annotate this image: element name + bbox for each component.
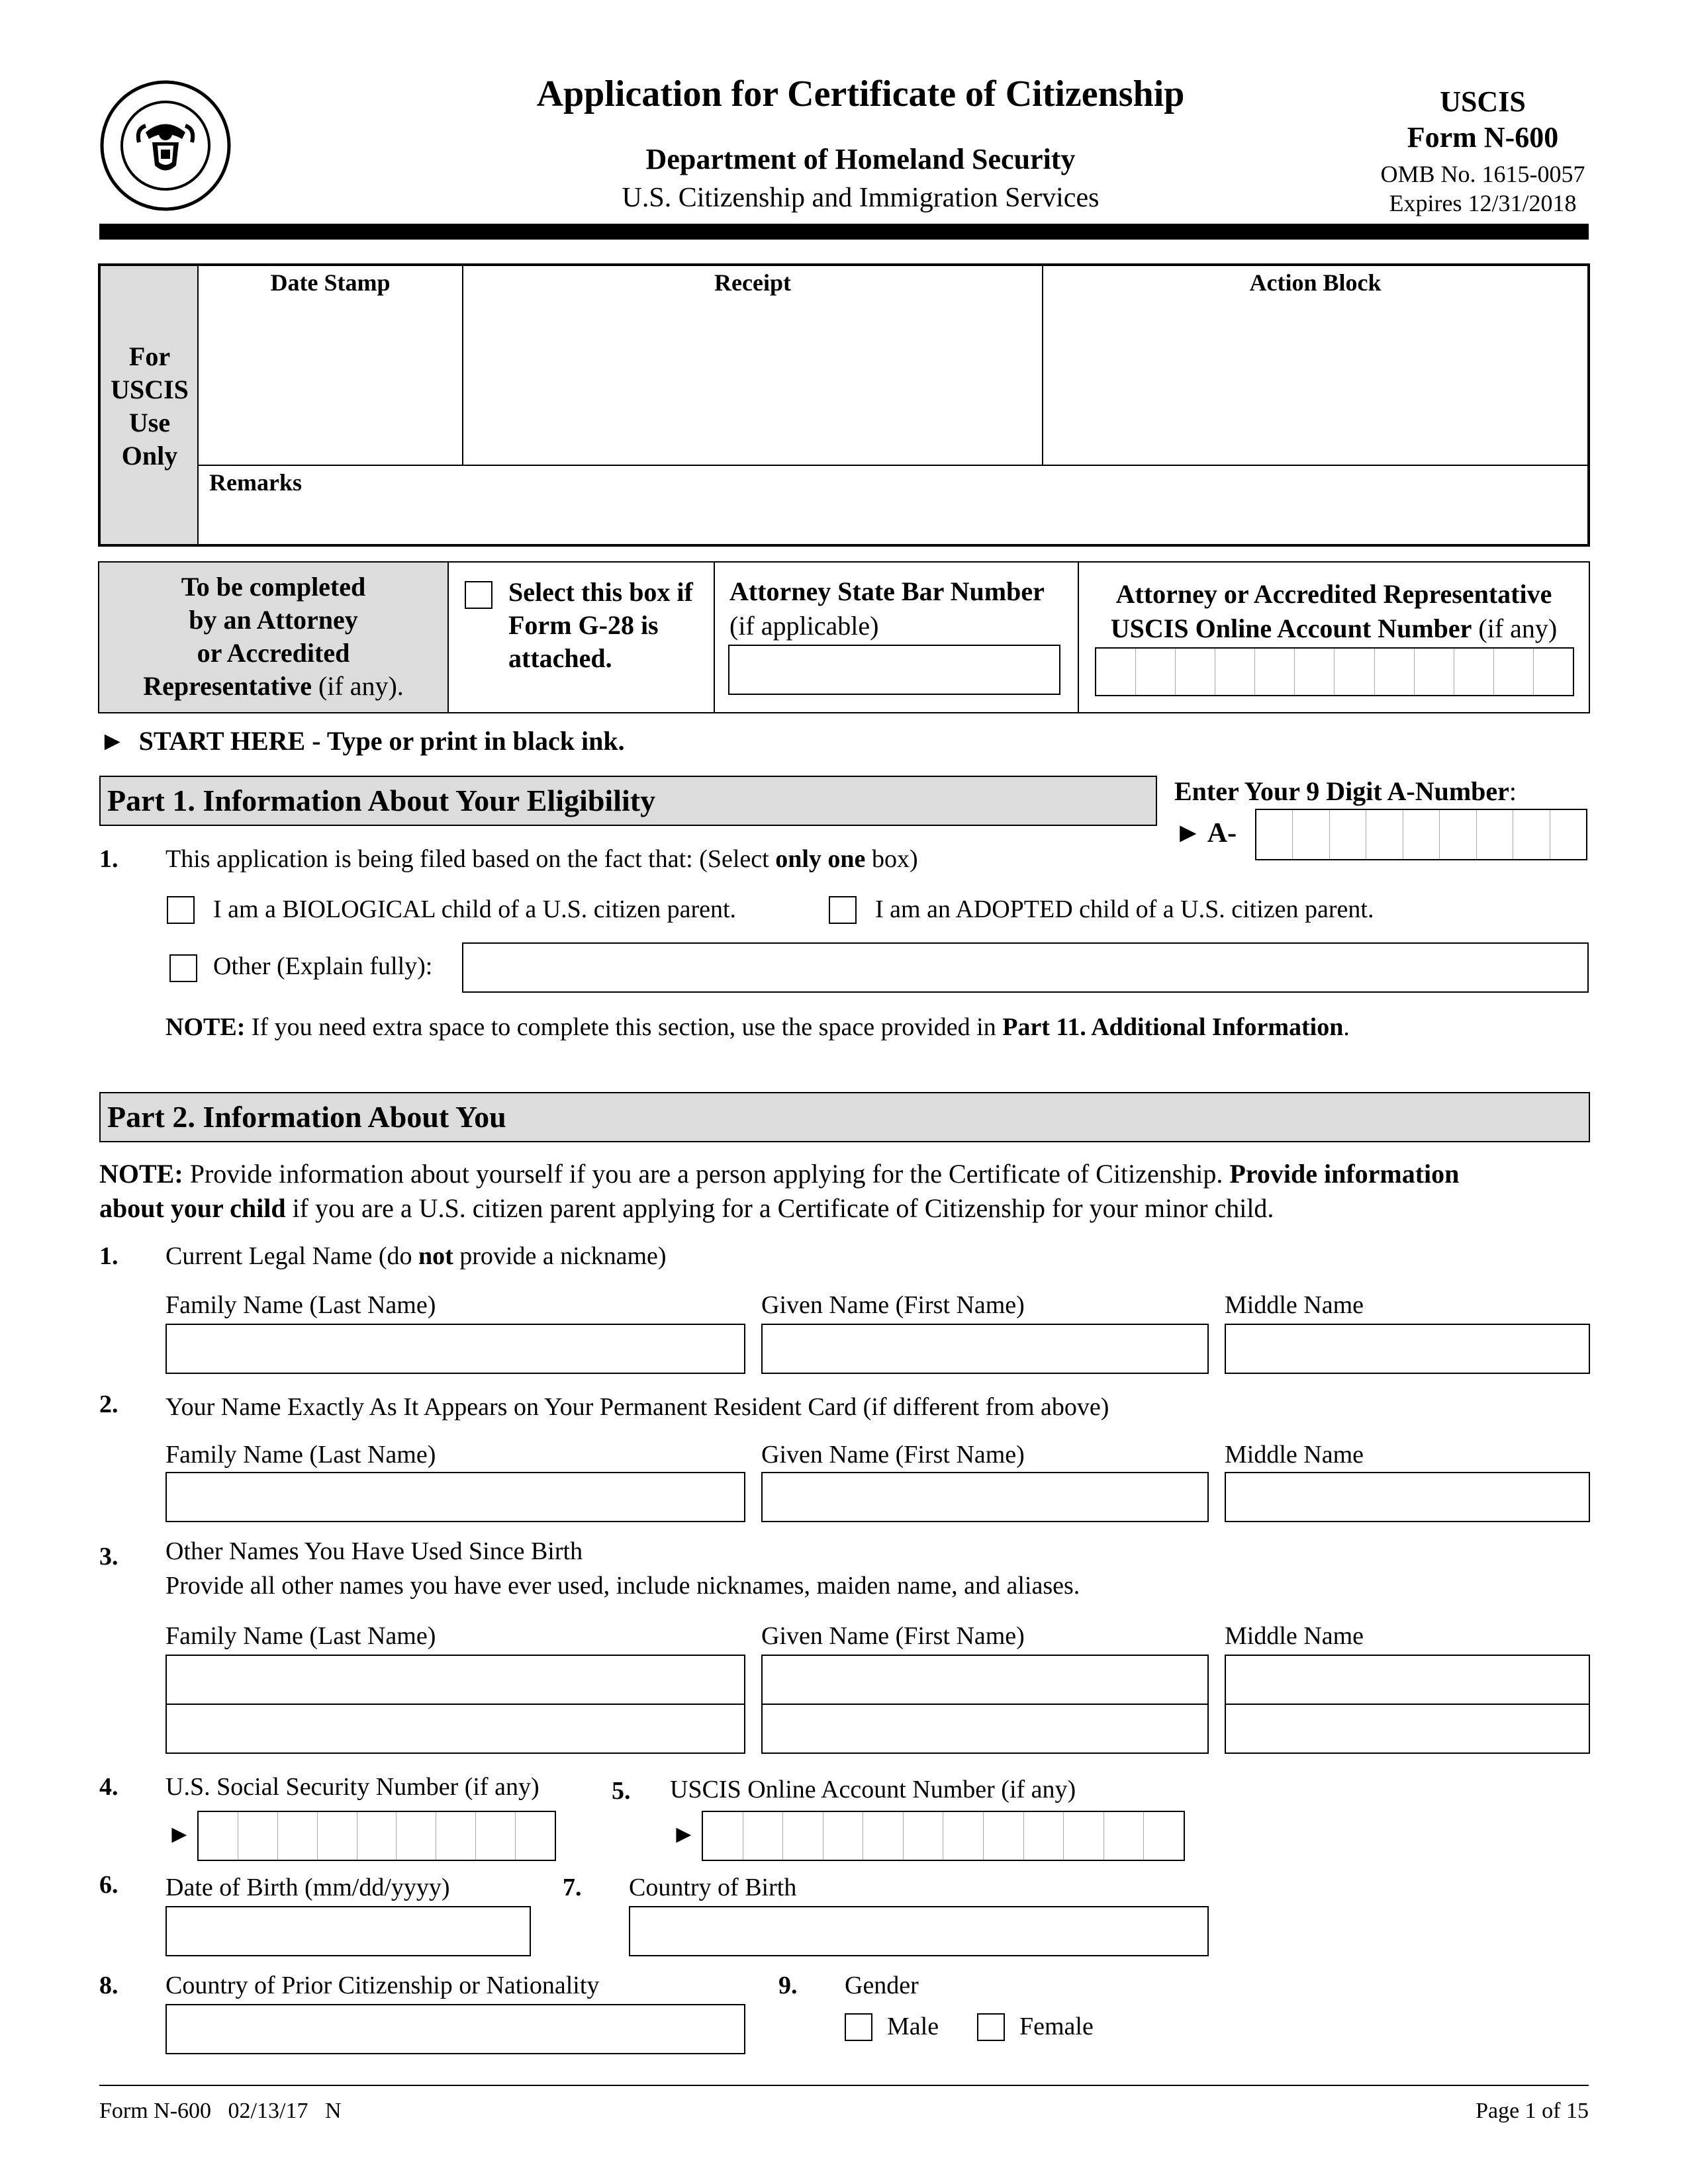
q3-middle-input-2[interactable] bbox=[1225, 1704, 1590, 1754]
p1-q1-pre: This application is being filed based on the fact that: (Select bbox=[165, 845, 776, 873]
q2-given-label: Given Name (First Name) bbox=[761, 1441, 1025, 1469]
q3-middle-label: Middle Name bbox=[1225, 1622, 1364, 1650]
q3-middle-input-1[interactable] bbox=[1225, 1655, 1590, 1705]
p2-q4-text: U.S. Social Security Number (if any) bbox=[165, 1773, 539, 1801]
receipt-label: Receipt bbox=[714, 269, 791, 296]
q2-family-input[interactable] bbox=[165, 1472, 745, 1522]
attorney-completion-cell bbox=[99, 563, 449, 712]
q2-middle-input[interactable] bbox=[1225, 1472, 1590, 1522]
online-account-arrow-icon: ► bbox=[671, 1821, 696, 1848]
dob-input[interactable] bbox=[165, 1906, 531, 1956]
part1-note-end: . bbox=[1343, 1013, 1350, 1041]
p1-q1-number: 1. bbox=[99, 845, 118, 873]
department-name: Department of Homeland Security bbox=[645, 143, 1076, 175]
p2-q2-text: Your Name Exactly As It Appears on Your Permanent Resident Card (if different from above) bbox=[165, 1393, 1109, 1421]
p2-q1-number: 1. bbox=[99, 1242, 118, 1270]
attorney-line bbox=[99, 670, 447, 703]
start-arrow-icon: ► bbox=[99, 726, 126, 756]
q3-family-label: Family Name (Last Name) bbox=[165, 1622, 436, 1650]
q1-middle-label: Middle Name bbox=[1225, 1291, 1364, 1319]
p2-q9-text: Gender bbox=[845, 1972, 919, 1999]
other-label: Other (Explain fully): bbox=[213, 952, 433, 980]
other-explain-input[interactable] bbox=[462, 942, 1589, 993]
g28-checkbox[interactable] bbox=[465, 581, 492, 609]
p2-q3-number: 3. bbox=[99, 1543, 118, 1570]
female-label: Female bbox=[1019, 2013, 1094, 2040]
p2-q8-number: 8. bbox=[99, 1972, 118, 1999]
attorney-line: To be completed bbox=[181, 572, 366, 602]
p2-q1-post: provide a nickname) bbox=[453, 1242, 667, 1270]
p2-q1-bold: not bbox=[418, 1242, 453, 1270]
q1-given-label: Given Name (First Name) bbox=[761, 1291, 1025, 1319]
if-any-text: (if any). bbox=[311, 671, 404, 701]
male-label: Male bbox=[887, 2013, 939, 2040]
form-title: Application for Certificate of Citizenship bbox=[536, 73, 1185, 114]
bar-number-sub: (if applicable) bbox=[729, 611, 879, 641]
ssn-input[interactable] bbox=[197, 1811, 556, 1861]
online-account-input[interactable] bbox=[702, 1811, 1185, 1861]
q2-middle-label: Middle Name bbox=[1225, 1441, 1364, 1469]
bar-number-input[interactable] bbox=[728, 645, 1060, 695]
attorney-line: by an Attorney bbox=[189, 605, 358, 635]
receipt-cell bbox=[463, 266, 1043, 465]
footer-page-number: Page 1 of 15 bbox=[1476, 2099, 1589, 2123]
start-here-text: START HERE - Type or print in black ink. bbox=[138, 726, 625, 756]
adopted-child-label: I am an ADOPTED child of a U.S. citizen parent. bbox=[875, 895, 1374, 923]
prior-citizenship-input[interactable] bbox=[165, 2004, 745, 2054]
p2-q4-number: 4. bbox=[99, 1773, 118, 1801]
country-of-birth-input[interactable] bbox=[629, 1906, 1209, 1956]
part2-note-label: NOTE: bbox=[99, 1159, 183, 1189]
uscis-use-side bbox=[101, 266, 199, 544]
q1-family-label: Family Name (Last Name) bbox=[165, 1291, 436, 1319]
biological-child-checkbox[interactable] bbox=[167, 896, 195, 924]
female-checkbox[interactable] bbox=[977, 2013, 1005, 2041]
adopted-child-checkbox[interactable] bbox=[829, 896, 857, 924]
p2-q3-subtext: Provide all other names you have ever used, include nicknames, maiden name, and aliases. bbox=[165, 1572, 1080, 1600]
part1-note-bold: Part 11. Additional Information bbox=[1002, 1013, 1344, 1041]
uscis-use-line: USCIS bbox=[111, 375, 189, 404]
rep-online-label: Attorney or Accredited Representative bbox=[1115, 579, 1552, 609]
g28-line: Select this box if bbox=[508, 577, 693, 607]
attorney-line: or Accredited bbox=[197, 638, 350, 668]
p2-q2-number: 2. bbox=[99, 1390, 118, 1418]
g28-line: attached. bbox=[508, 643, 612, 673]
part2-note-text1: Provide information about yourself if you are a person applying for the Certificate of Citizenship. bbox=[183, 1159, 1230, 1189]
uscis-use-block bbox=[98, 263, 1590, 547]
footer-form-id: Form N-600 02/13/17 N bbox=[99, 2099, 342, 2123]
omb-number: OMB No. 1615-0057 bbox=[1380, 161, 1585, 187]
part2-header: Part 2. Information About You bbox=[99, 1092, 1590, 1142]
q1-family-input[interactable] bbox=[165, 1324, 745, 1374]
q2-family-label: Family Name (Last Name) bbox=[165, 1441, 436, 1469]
remarks-label: Remarks bbox=[209, 469, 302, 496]
uscis-use-line: Only bbox=[121, 441, 178, 471]
dhs-seal bbox=[99, 79, 232, 212]
anumber-input[interactable] bbox=[1255, 809, 1587, 860]
uscis-use-line: Use bbox=[128, 408, 171, 437]
anumber-label bbox=[1174, 776, 1517, 807]
ssn-arrow-icon: ► bbox=[167, 1821, 192, 1848]
rep-online-label-2 bbox=[1079, 613, 1589, 644]
rep-online-label-2-bold: USCIS Online Account Number bbox=[1110, 614, 1472, 643]
p2-q3-text: Other Names You Have Used Since Birth bbox=[165, 1537, 583, 1565]
representative-word: Representative bbox=[143, 671, 312, 701]
p1-q1-post: box) bbox=[865, 845, 918, 873]
p2-q1-text bbox=[165, 1242, 667, 1272]
action-block-label: Action Block bbox=[1249, 269, 1382, 296]
p2-q1-pre: Current Legal Name (do bbox=[165, 1242, 418, 1270]
p2-q6-number: 6. bbox=[99, 1871, 118, 1899]
part2-note bbox=[99, 1157, 1595, 1226]
p2-q7-number: 7. bbox=[563, 1874, 582, 1901]
g28-cell bbox=[449, 563, 715, 712]
start-here-line bbox=[99, 725, 625, 757]
q2-given-input[interactable] bbox=[761, 1472, 1209, 1522]
p2-q5-number: 5. bbox=[612, 1777, 631, 1805]
q3-family-input-2[interactable] bbox=[165, 1704, 745, 1754]
anumber-prefix: ► A- bbox=[1174, 818, 1237, 848]
male-checkbox[interactable] bbox=[845, 2013, 872, 2041]
q3-given-input-1[interactable] bbox=[761, 1655, 1209, 1705]
other-checkbox[interactable] bbox=[169, 954, 197, 982]
uscis-use-line: For bbox=[128, 341, 171, 371]
q3-family-input-1[interactable] bbox=[165, 1655, 745, 1705]
p1-q1-text bbox=[165, 844, 918, 875]
agency-name: U.S. Citizenship and Immigration Services bbox=[622, 183, 1100, 213]
uscis-label: USCIS bbox=[1440, 85, 1526, 118]
rep-online-account-cell bbox=[1079, 563, 1589, 712]
q1-given-input[interactable] bbox=[761, 1324, 1209, 1374]
part1-note bbox=[165, 1013, 1350, 1043]
action-block-cell bbox=[1043, 266, 1587, 465]
form-number: Form N-600 bbox=[1407, 121, 1559, 154]
g28-line: Form G-28 is bbox=[508, 610, 659, 640]
remarks-cell bbox=[199, 465, 1587, 544]
anumber-colon: : bbox=[1509, 776, 1517, 806]
q1-middle-input[interactable] bbox=[1225, 1324, 1590, 1374]
p2-q8-text: Country of Prior Citizenship or Nationality bbox=[165, 1972, 600, 1999]
q3-given-label: Given Name (First Name) bbox=[761, 1622, 1025, 1650]
part2-note-bold2: about your child bbox=[99, 1193, 286, 1223]
bar-number-label: Attorney State Bar Number bbox=[729, 576, 1045, 606]
rep-online-account-input[interactable] bbox=[1095, 647, 1574, 696]
part1-header: Part 1. Information About Your Eligibility bbox=[99, 776, 1157, 826]
q3-given-input-2[interactable] bbox=[761, 1704, 1209, 1754]
date-stamp-cell bbox=[199, 266, 463, 465]
anumber-label-text: Enter Your 9 Digit A-Number bbox=[1174, 776, 1509, 806]
biological-child-label: I am a BIOLOGICAL child of a U.S. citizen parent. bbox=[213, 895, 737, 923]
header-rule bbox=[99, 224, 1589, 240]
expiration-date: Expires 12/31/2018 bbox=[1389, 190, 1577, 216]
p2-q6-text: Date of Birth (mm/dd/yyyy) bbox=[165, 1874, 450, 1901]
bar-number-cell bbox=[715, 563, 1079, 712]
date-stamp-label: Date Stamp bbox=[270, 269, 391, 296]
attorney-block bbox=[98, 561, 1590, 713]
rep-online-if-any: (if any) bbox=[1472, 614, 1558, 643]
part1-note-label: NOTE: bbox=[165, 1013, 246, 1041]
p1-q1-bold: only one bbox=[775, 845, 866, 873]
p2-q9-number: 9. bbox=[778, 1972, 798, 1999]
part2-note-bold1: Provide information bbox=[1229, 1159, 1460, 1189]
p2-q5-text: USCIS Online Account Number (if any) bbox=[670, 1776, 1076, 1803]
part2-note-text2: if you are a U.S. citizen parent applying for a Certificate of Citizenship for your minor child. bbox=[285, 1193, 1274, 1223]
p2-q7-text: Country of Birth bbox=[629, 1874, 797, 1901]
footer-rule bbox=[99, 2085, 1589, 2086]
part1-note-text: If you need extra space to complete this section, use the space provided in bbox=[245, 1013, 1003, 1041]
